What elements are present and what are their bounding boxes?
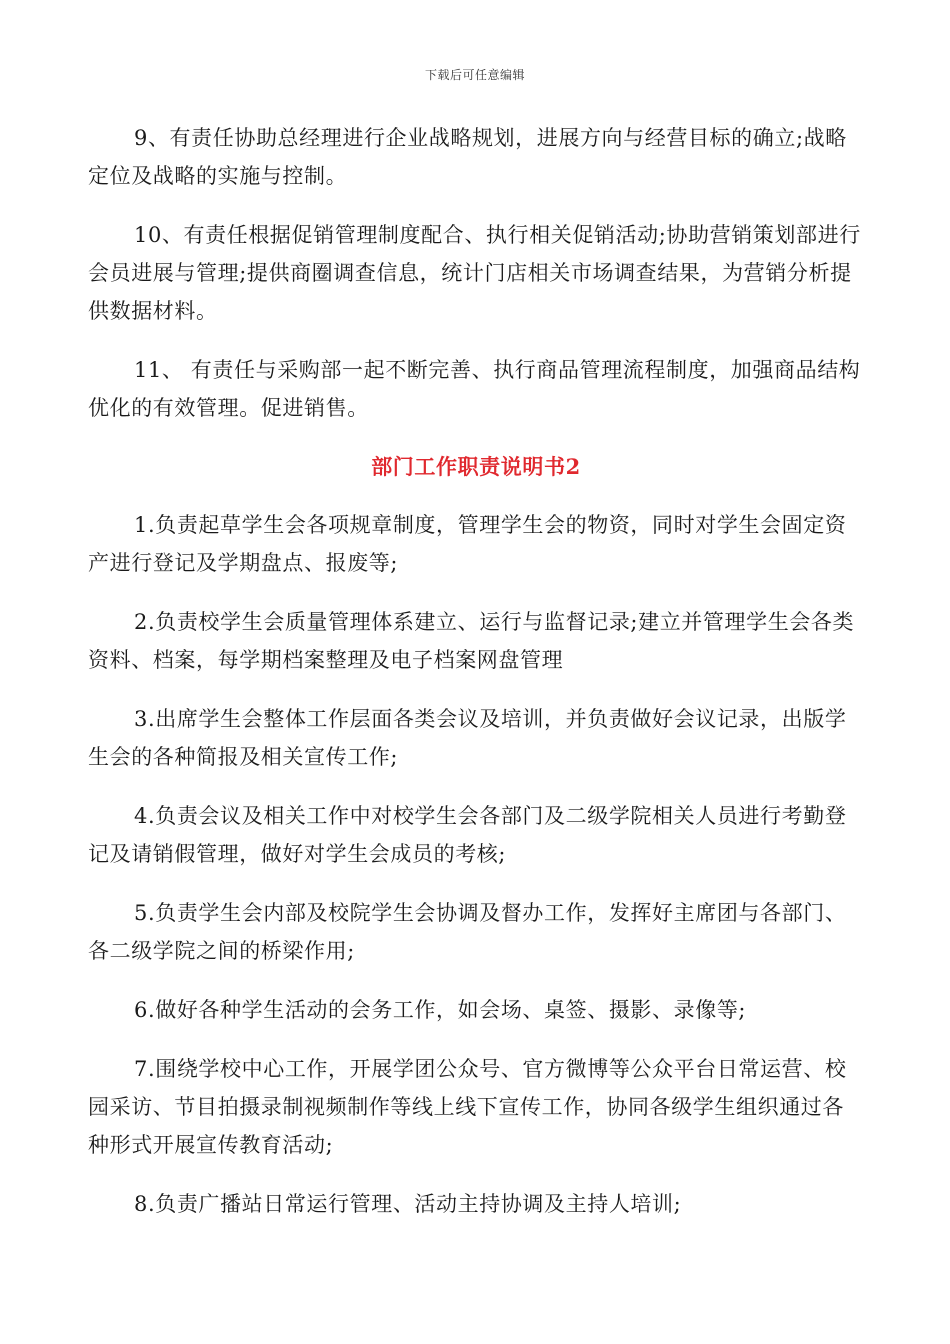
paragraph-item-11: 11、 有责任与采购部一起不断完善、执行商品管理流程制度，加强商品结构优化的有效管理。促进销售。 bbox=[88, 358, 861, 420]
paragraph-item-10: 10、有责任根据促销管理制度配合、执行相关促销活动;协助营销策划部进行会员进展与管理;提供商圈调查信息，统计门店相关市场调查结果，为营销分析提供数据材料。 bbox=[88, 223, 861, 323]
paragraph-item-6: 6.做好各种学生活动的会务工作，如会场、桌签、摄影、录像等; bbox=[134, 998, 747, 1022]
paragraph-item-3: 3.出席学生会整体工作层面各类会议及培训，并负责做好会议记录，出版学生会的各种简报及相关宣传工作; bbox=[88, 707, 847, 769]
paragraph-item-5: 5.负责学生会内部及校院学生会协调及督办工作，发挥好主席团与各部门、各二级学院之间的桥梁作用; bbox=[88, 901, 847, 963]
paragraph-item-9: 9、有责任协助总经理进行企业战略规划，进展方向与经营目标的确立;战略定位及战略的实施与控制。 bbox=[88, 126, 847, 188]
paragraph-item-7: 7.围绕学校中心工作，开展学团公众号、官方微博等公众平台日常运营、校园采访、节目拍摄录制视频制作等线上线下宣传工作，协同各级学生组织通过各种形式开展宣传教育活动; bbox=[88, 1057, 847, 1157]
document-body bbox=[88, 119, 864, 1244]
paragraph-item-1: 1.负责起草学生会各项规章制度，管理学生会的物资，同时对学生会固定资产进行登记及学期盘点、报废等; bbox=[88, 513, 847, 575]
section-title: 部门工作职责说明书2 bbox=[371, 454, 581, 479]
page-header-note: 下载后可任意编辑 bbox=[424, 68, 525, 82]
paragraph-item-8: 8.负责广播站日常运行管理、活动主持协调及主持人培训; bbox=[134, 1192, 682, 1216]
paragraph-item-4: 4.负责会议及相关工作中对校学生会各部门及二级学院相关人员进行考勤登记及请销假管理，做好对学生会成员的考核; bbox=[88, 804, 847, 866]
paragraph-item-2: 2.负责校学生会质量管理体系建立、运行与监督记录;建立并管理学生会各类资料、档案，每学期档案整理及电子档案网盘管理 bbox=[88, 610, 855, 672]
